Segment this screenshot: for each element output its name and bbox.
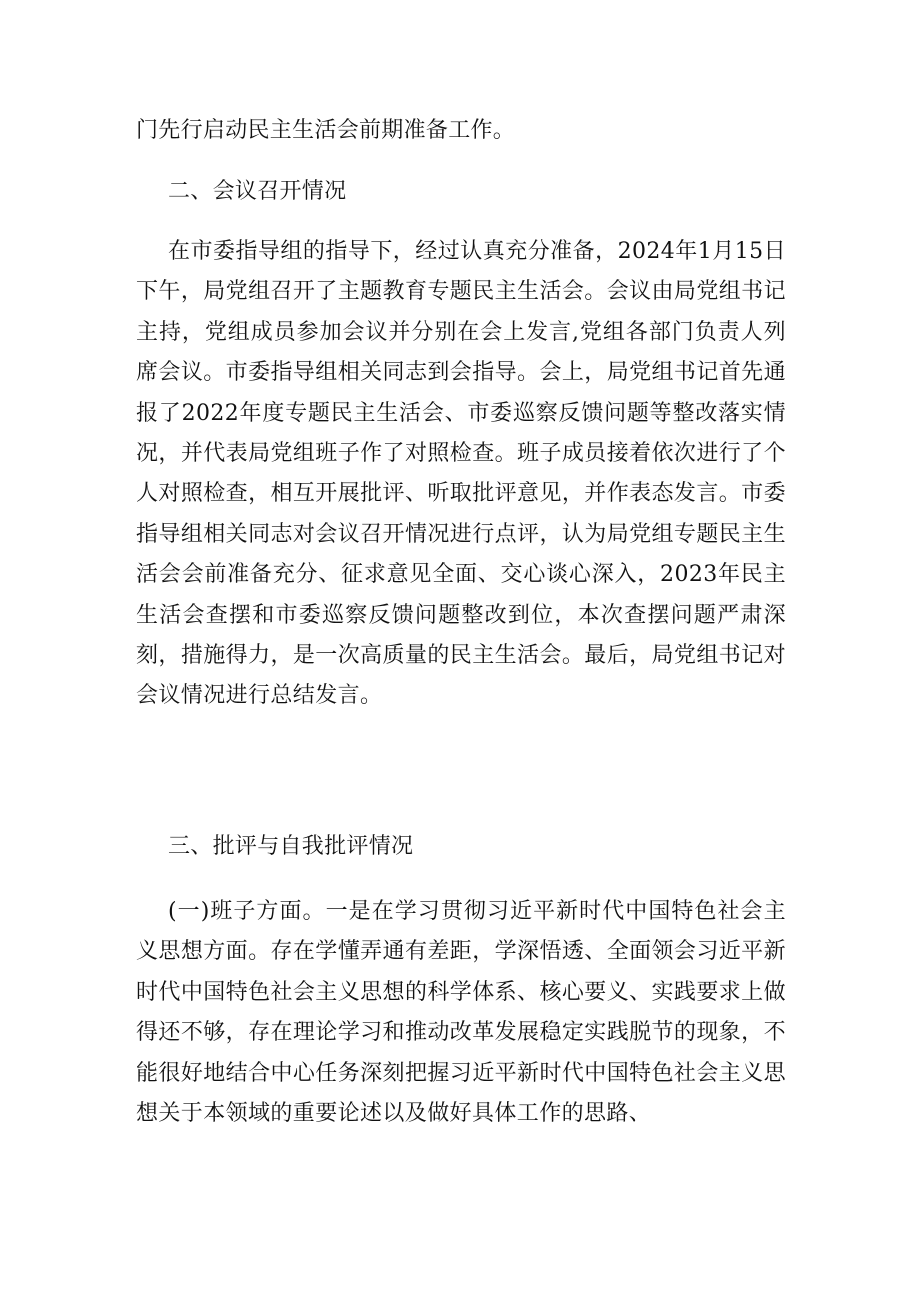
section2-heading: 二、会议召开情况 — [168, 179, 347, 204]
section3-body: (一)班子方面。一是在学习贯彻习近平新时代中国特色社会主义思想方面。存在学懂弄通有差距，学深悟透、全面领会习近平新时代中国特色社会主义思想的科学体系、核心要义、实践要求上做得还不够，存在理论学习和推动改革发展稳定实践脱节的现象，不能很好地结合中心任务深刻把握习近平新时代中国特色社会主义思想关于本领域的重要论述以及做好具体工作的思路、 — [136, 899, 786, 1127]
section2-body: 在市委指导组的指导下，经过认真充分准备，2024年1月15日下午，局党组召开了主题教育专题民主生活会。会议由局党组书记主持，党组成员参加会议并分别在会上发言,党组各部门负责人列席会议。市委指导组相关同志到会指导。会上，局党组书记首先通报了2022年度专题民主生活会、市委巡察反馈问题等整改落实情况，并代表局党组班子作了对照检查。班子成员接着依次进行了个人对照检查，相互开展批评、听取批评意见，并作表态发言。市委指导组相关同志对会议召开情况进行点评，认为局党组专题民主生活会会前准备充分、征求意见全面、交心谈心深入，2023年民主生活会查摆和市委巡察反馈问题整改到位，本次查摆问题严肃深刻，措施得力，是一次高质量的民主生活会。最后，局党组书记对会议情况进行总结发言。 — [136, 239, 786, 709]
section3-heading: 三、批评与自我批评情况 — [168, 834, 414, 859]
intro-line: 门先行启动民主生活会前期准备工作。 — [136, 118, 516, 143]
